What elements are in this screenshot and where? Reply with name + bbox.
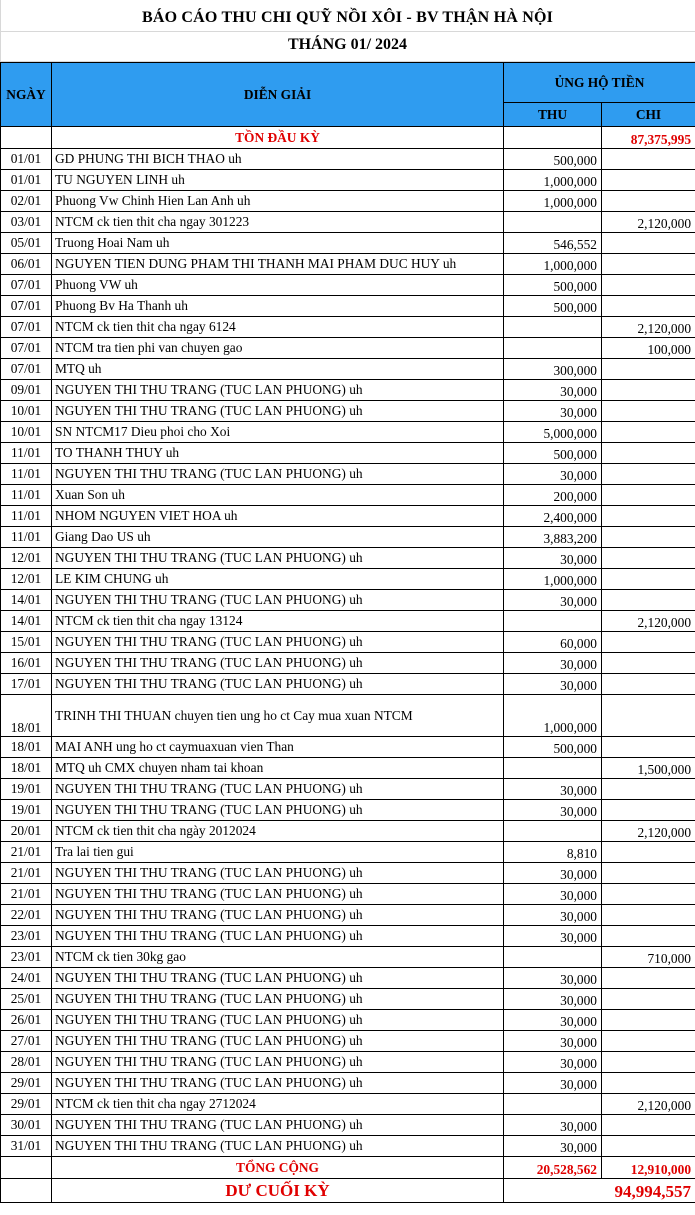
row-chi [602, 401, 695, 422]
row-description: TRINH THI THUAN chuyen tien ung ho ct Cay mua xuan NTCM [52, 695, 504, 737]
row-description: NGUYEN THI THU TRANG (TUC LAN PHUONG) uh [52, 632, 504, 653]
row-date: 30/01 [1, 1115, 52, 1136]
row-thu: 500,000 [504, 275, 602, 296]
row-chi: 2,120,000 [602, 611, 695, 632]
row-date: 14/01 [1, 611, 52, 632]
row-chi [602, 737, 695, 758]
row-chi: 2,120,000 [602, 212, 695, 233]
row-thu: 30,000 [504, 926, 602, 947]
table-row [1, 464, 695, 485]
row-description: NGUYEN THI THU TRANG (TUC LAN PHUONG) uh [52, 800, 504, 821]
table-row [1, 611, 695, 632]
row-chi: 2,120,000 [602, 1094, 695, 1115]
opening-balance-label: TỒN ĐẦU KỲ [52, 127, 504, 149]
row-description: NGUYEN THI THU TRANG (TUC LAN PHUONG) uh [52, 1010, 504, 1031]
table-row [1, 1052, 695, 1073]
table-row [1, 233, 695, 254]
row-thu [504, 821, 602, 842]
row-date: 29/01 [1, 1073, 52, 1094]
table-row [1, 821, 695, 842]
row-chi [602, 800, 695, 821]
row-thu: 30,000 [504, 653, 602, 674]
row-thu: 3,883,200 [504, 527, 602, 548]
header-description: DIỄN GIẢI [52, 63, 504, 127]
row-description: Phuong Bv Ha Thanh uh [52, 296, 504, 317]
table-row [1, 800, 695, 821]
row-chi [602, 548, 695, 569]
table-row [1, 1136, 695, 1157]
row-description: MAI ANH ung ho ct caymuaxuan vien Than [52, 737, 504, 758]
row-chi: 100,000 [602, 338, 695, 359]
row-date: 21/01 [1, 884, 52, 905]
row-thu: 500,000 [504, 296, 602, 317]
row-thu [504, 611, 602, 632]
row-thu: 30,000 [504, 800, 602, 821]
row-thu: 546,552 [504, 233, 602, 254]
row-description: NGUYEN THI THU TRANG (TUC LAN PHUONG) uh [52, 590, 504, 611]
report-title: BÁO CÁO THU CHI QUỸ NỒI XÔI - BV THẬN HÀ NỘI [141, 9, 554, 26]
row-thu [504, 338, 602, 359]
row-chi: 710,000 [602, 947, 695, 968]
row-chi [602, 1073, 695, 1094]
report-month: THÁNG 01/ 2024 [287, 36, 408, 53]
row-chi [602, 1115, 695, 1136]
table-row [1, 527, 695, 548]
table-row [1, 842, 695, 863]
row-date: 26/01 [1, 1010, 52, 1031]
row-thu: 30,000 [504, 1115, 602, 1136]
table-row [1, 926, 695, 947]
row-chi: 1,500,000 [602, 758, 695, 779]
row-description: Phuong VW uh [52, 275, 504, 296]
row-description: TU NGUYEN LINH uh [52, 170, 504, 191]
table-row [1, 989, 695, 1010]
row-thu: 8,810 [504, 842, 602, 863]
table-row [1, 254, 695, 275]
table-row [1, 569, 695, 590]
row-date: 28/01 [1, 1052, 52, 1073]
row-thu: 30,000 [504, 1052, 602, 1073]
row-thu: 30,000 [504, 905, 602, 926]
row-description: NGUYEN THI THU TRANG (TUC LAN PHUONG) uh [52, 884, 504, 905]
row-description: NGUYEN THI THU TRANG (TUC LAN PHUONG) uh [52, 1031, 504, 1052]
table-row [1, 779, 695, 800]
row-description: NTCM ck tien 30kg gao [52, 947, 504, 968]
table-row [1, 296, 695, 317]
table-row [1, 590, 695, 611]
row-date: 11/01 [1, 485, 52, 506]
row-description: MTQ uh CMX chuyen nham tai khoan [52, 758, 504, 779]
header-chi: CHI [602, 103, 695, 127]
row-thu: 1,000,000 [504, 254, 602, 275]
table-row [1, 674, 695, 695]
row-date: 17/01 [1, 674, 52, 695]
header-thu: THU [504, 103, 602, 127]
row-thu [504, 317, 602, 338]
row-thu: 30,000 [504, 464, 602, 485]
row-chi [602, 506, 695, 527]
row-description: NGUYEN THI THU TRANG (TUC LAN PHUONG) uh [52, 464, 504, 485]
row-chi [602, 380, 695, 401]
row-date: 31/01 [1, 1136, 52, 1157]
row-thu: 2,400,000 [504, 506, 602, 527]
row-chi: 2,120,000 [602, 821, 695, 842]
row-thu: 1,000,000 [504, 695, 602, 737]
row-description: NHOM NGUYEN VIET HOA uh [52, 506, 504, 527]
table-row [1, 191, 695, 212]
row-thu: 30,000 [504, 989, 602, 1010]
row-thu: 500,000 [504, 149, 602, 170]
header-date: NGÀY [1, 63, 52, 127]
row-description: NGUYEN THI THU TRANG (TUC LAN PHUONG) uh [52, 1052, 504, 1073]
row-description: Xuan Son uh [52, 485, 504, 506]
row-date: 07/01 [1, 317, 52, 338]
row-chi [602, 779, 695, 800]
table-row [1, 338, 695, 359]
table-row [1, 149, 695, 170]
row-description: NGUYEN THI THU TRANG (TUC LAN PHUONG) uh [52, 1115, 504, 1136]
row-chi [602, 149, 695, 170]
row-date: 20/01 [1, 821, 52, 842]
row-description: NGUYEN TIEN DUNG PHAM THI THANH MAI PHAM DUC HUY uh [52, 254, 504, 275]
row-chi [602, 674, 695, 695]
row-date: 05/01 [1, 233, 52, 254]
table-row [1, 653, 695, 674]
row-thu: 5,000,000 [504, 422, 602, 443]
table-row [1, 1031, 695, 1052]
row-thu: 30,000 [504, 548, 602, 569]
row-date: 11/01 [1, 443, 52, 464]
row-thu: 30,000 [504, 1073, 602, 1094]
row-description: NGUYEN THI THU TRANG (TUC LAN PHUONG) uh [52, 674, 504, 695]
row-date: 16/01 [1, 653, 52, 674]
row-date: 23/01 [1, 926, 52, 947]
row-description: NGUYEN THI THU TRANG (TUC LAN PHUONG) uh [52, 989, 504, 1010]
row-chi [602, 884, 695, 905]
row-chi [602, 926, 695, 947]
table-row [1, 632, 695, 653]
row-thu: 30,000 [504, 1010, 602, 1031]
row-description: NTCM ck tien thit cha ngay 301223 [52, 212, 504, 233]
row-date: 19/01 [1, 779, 52, 800]
row-date: 27/01 [1, 1031, 52, 1052]
row-description: LE KIM CHUNG uh [52, 569, 504, 590]
table-row [1, 758, 695, 779]
row-description: NGUYEN THI THU TRANG (TUC LAN PHUONG) uh [52, 1073, 504, 1094]
row-chi [602, 968, 695, 989]
table-row [1, 422, 695, 443]
row-chi: 2,120,000 [602, 317, 695, 338]
row-chi [602, 1031, 695, 1052]
row-description: NTCM ck tien thit cha ngay 2712024 [52, 1094, 504, 1115]
row-date: 12/01 [1, 569, 52, 590]
row-thu: 1,000,000 [504, 569, 602, 590]
row-description: NGUYEN THI THU TRANG (TUC LAN PHUONG) uh [52, 1136, 504, 1157]
row-thu: 60,000 [504, 632, 602, 653]
table-row [1, 506, 695, 527]
row-chi [602, 443, 695, 464]
table-row [1, 968, 695, 989]
total-label: TỔNG CỘNG [52, 1157, 504, 1179]
table-row [1, 317, 695, 338]
table-row [1, 695, 695, 737]
row-chi [602, 1136, 695, 1157]
opening-balance-row [1, 127, 695, 149]
row-thu [504, 947, 602, 968]
row-description: NTCM ck tien thit cha ngay 6124 [52, 317, 504, 338]
row-date: 01/01 [1, 149, 52, 170]
row-date: 10/01 [1, 422, 52, 443]
row-thu: 30,000 [504, 401, 602, 422]
row-thu: 30,000 [504, 1031, 602, 1052]
row-description: NGUYEN THI THU TRANG (TUC LAN PHUONG) uh [52, 926, 504, 947]
row-description: NTCM ck tien thit cha ngay 13124 [52, 611, 504, 632]
row-description: NGUYEN THI THU TRANG (TUC LAN PHUONG) uh [52, 653, 504, 674]
table-row [1, 380, 695, 401]
row-chi [602, 842, 695, 863]
row-chi [602, 1010, 695, 1031]
row-chi [602, 422, 695, 443]
table-row [1, 905, 695, 926]
table-row [1, 170, 695, 191]
report-title-block [0, 0, 695, 62]
row-description: Truong Hoai Nam uh [52, 233, 504, 254]
row-date: 01/01 [1, 170, 52, 191]
row-date: 14/01 [1, 590, 52, 611]
table-row [1, 1073, 695, 1094]
closing-balance-value: 94,994,557 [504, 1179, 695, 1203]
row-thu: 500,000 [504, 737, 602, 758]
row-description: Giang Dao US uh [52, 527, 504, 548]
row-chi [602, 527, 695, 548]
row-date: 11/01 [1, 464, 52, 485]
row-description: SN NTCM17 Dieu phoi cho Xoi [52, 422, 504, 443]
row-chi [602, 569, 695, 590]
row-chi [602, 863, 695, 884]
row-chi [602, 653, 695, 674]
row-description: Phuong Vw Chinh Hien Lan Anh uh [52, 191, 504, 212]
table-row [1, 401, 695, 422]
total-row [1, 1157, 695, 1179]
row-chi [602, 170, 695, 191]
row-thu [504, 758, 602, 779]
table-row [1, 884, 695, 905]
row-chi [602, 485, 695, 506]
row-date: 11/01 [1, 506, 52, 527]
header-support: ỦNG HỘ TIỀN [504, 63, 695, 103]
row-date: 03/01 [1, 212, 52, 233]
row-thu: 30,000 [504, 968, 602, 989]
row-description: NGUYEN THI THU TRANG (TUC LAN PHUONG) uh [52, 968, 504, 989]
row-chi [602, 989, 695, 1010]
row-date: 11/01 [1, 527, 52, 548]
row-description: NGUYEN THI THU TRANG (TUC LAN PHUONG) uh [52, 380, 504, 401]
row-chi [602, 632, 695, 653]
row-thu: 30,000 [504, 674, 602, 695]
row-chi [602, 191, 695, 212]
row-chi [602, 254, 695, 275]
row-date: 06/01 [1, 254, 52, 275]
total-chi: 12,910,000 [602, 1157, 695, 1179]
row-date: 10/01 [1, 401, 52, 422]
row-thu [504, 1094, 602, 1115]
row-chi [602, 359, 695, 380]
row-thu: 30,000 [504, 779, 602, 800]
row-date: 02/01 [1, 191, 52, 212]
row-description: NGUYEN THI THU TRANG (TUC LAN PHUONG) uh [52, 779, 504, 800]
ledger-table [0, 62, 695, 1203]
row-thu: 30,000 [504, 863, 602, 884]
table-row [1, 359, 695, 380]
row-chi [602, 275, 695, 296]
table-row [1, 947, 695, 968]
row-thu: 1,000,000 [504, 191, 602, 212]
table-row [1, 1010, 695, 1031]
row-chi [602, 590, 695, 611]
table-row [1, 275, 695, 296]
row-thu: 1,000,000 [504, 170, 602, 191]
row-thu: 30,000 [504, 590, 602, 611]
row-chi [602, 1052, 695, 1073]
row-thu [504, 212, 602, 233]
row-date: 12/01 [1, 548, 52, 569]
table-row [1, 737, 695, 758]
row-date: 24/01 [1, 968, 52, 989]
row-thu: 200,000 [504, 485, 602, 506]
row-chi [602, 464, 695, 485]
table-row [1, 1094, 695, 1115]
opening-balance-value: 87,375,995 [602, 127, 695, 149]
row-description: NGUYEN THI THU TRANG (TUC LAN PHUONG) uh [52, 863, 504, 884]
table-row [1, 1115, 695, 1136]
row-chi [602, 233, 695, 254]
row-date: 18/01 [1, 695, 52, 737]
row-date: 09/01 [1, 380, 52, 401]
row-date: 07/01 [1, 338, 52, 359]
row-date: 18/01 [1, 737, 52, 758]
row-date: 23/01 [1, 947, 52, 968]
row-description: NGUYEN THI THU TRANG (TUC LAN PHUONG) uh [52, 905, 504, 926]
row-chi [602, 695, 695, 737]
row-description: NGUYEN THI THU TRANG (TUC LAN PHUONG) uh [52, 401, 504, 422]
row-date: 07/01 [1, 296, 52, 317]
row-description: MTQ uh [52, 359, 504, 380]
row-date: 25/01 [1, 989, 52, 1010]
row-thu: 500,000 [504, 443, 602, 464]
row-date: 22/01 [1, 905, 52, 926]
row-thu: 300,000 [504, 359, 602, 380]
row-chi [602, 296, 695, 317]
row-date: 07/01 [1, 275, 52, 296]
row-date: 07/01 [1, 359, 52, 380]
row-date: 21/01 [1, 842, 52, 863]
row-description: NTCM ck tien thit cha ngày 2012024 [52, 821, 504, 842]
row-thu: 30,000 [504, 884, 602, 905]
closing-balance-row [1, 1179, 695, 1203]
row-description: NGUYEN THI THU TRANG (TUC LAN PHUONG) uh [52, 548, 504, 569]
row-description: GD PHUNG THI BICH THAO uh [52, 149, 504, 170]
total-thu: 20,528,562 [504, 1157, 602, 1179]
row-date: 21/01 [1, 863, 52, 884]
row-description: NTCM tra tien phi van chuyen gao [52, 338, 504, 359]
row-date: 19/01 [1, 800, 52, 821]
row-date: 18/01 [1, 758, 52, 779]
row-thu: 30,000 [504, 1136, 602, 1157]
table-row [1, 485, 695, 506]
row-description: TO THANH THUY uh [52, 443, 504, 464]
table-row [1, 212, 695, 233]
row-description: Tra lai tien gui [52, 842, 504, 863]
closing-balance-label: DƯ CUỐI KỲ [52, 1179, 504, 1203]
table-row [1, 443, 695, 464]
row-date: 29/01 [1, 1094, 52, 1115]
row-thu: 30,000 [504, 380, 602, 401]
table-row [1, 863, 695, 884]
row-date: 15/01 [1, 632, 52, 653]
row-chi [602, 905, 695, 926]
table-row [1, 548, 695, 569]
